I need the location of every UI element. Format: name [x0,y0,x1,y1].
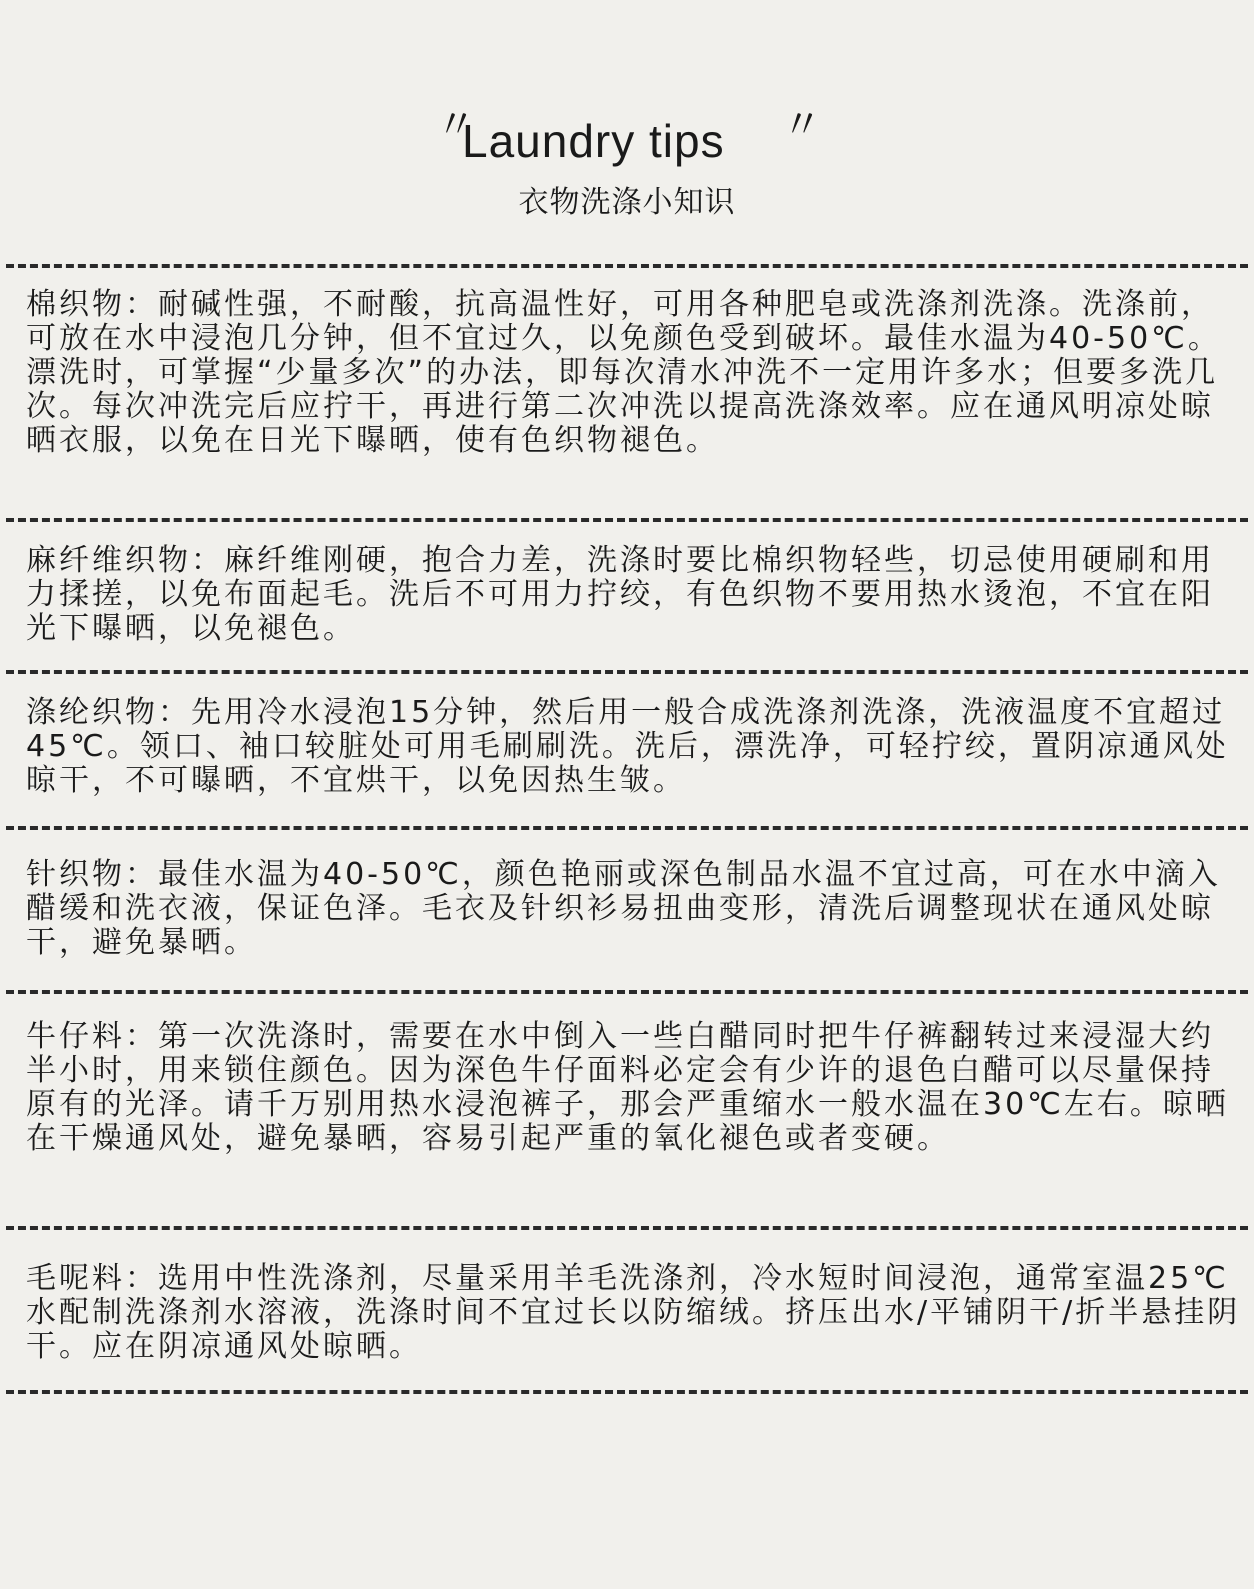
close-quote-mark: 〃 [782,102,822,148]
section-cotton: 棉织物：耐碱性强，不耐酸，抗高温性好，可用各种肥皂或洗涤剂洗涤。洗涤前，可放在水中浸泡几分钟，但不宜过久，以免颜色受到破坏。最佳水温为40-50℃。漂洗时，可掌握“少量多次”的办法，即每次清水冲洗不一定用许多水；但要多洗几次。每次冲洗完后应拧干，再进行第二次冲洗以提高洗涤效率。应在通风明凉处晾晒衣服，以免在日光下曝晒，使有色织物褪色。 [26,287,1221,458]
dashed-divider [6,990,1248,994]
section-wool: 毛呢料：选用中性洗涤剂，尽量采用羊毛洗涤剂，冷水短时间浸泡，通常室温25℃水配制洗涤剂水溶液，洗涤时间不宜过长以防缩绒。挤压出水/平铺阴干/折半悬挂阴干。应在阴凉通风处晾晒。 [26,1261,1241,1364]
page-subtitle: 衣物洗涤小知识 [518,185,736,220]
dashed-divider [6,826,1248,830]
section-linen: 麻纤维织物：麻纤维刚硬，抱合力差，洗涤时要比棉织物轻些，切忌使用硬刷和用力揉搓，以免布面起毛。洗后不可用力拧绞，有色织物不要用热水烫泡，不宜在阳光下曝晒，以免褪色。 [26,543,1214,646]
open-quote-mark: 〃 [436,102,476,148]
dashed-divider [6,1226,1248,1230]
header [0,102,1254,220]
dashed-divider [6,1390,1248,1394]
title-row [0,102,1254,167]
dashed-divider [6,518,1248,522]
dashed-divider [6,670,1248,674]
section-polyester: 涤纶织物：先用冷水浸泡15分钟，然后用一般合成洗涤剂洗涤，洗液温度不宜超过45℃。领口、袖口较脏处可用毛刷刷洗。洗后，漂洗净，可轻拧绞，置阴凉通风处晾干，不可曝晒，不宜烘干，以免因热生皱。 [26,695,1229,798]
section-denim: 牛仔料：第一次洗涤时，需要在水中倒入一些白醋同时把牛仔裤翻转过来浸湿大约半小时，用来锁住颜色。因为深色牛仔面料必定会有少许的退色白醋可以尽量保持原有的光泽。请千万别用热水浸泡裤子，那会严重缩水一般水温在30℃左右。晾晒在干燥通风处，避免暴晒，容易引起严重的氧化褪色或者变硬。 [26,1019,1229,1156]
dashed-divider [6,264,1248,268]
page-title: Laundry tips [462,115,725,167]
section-knitwear: 针织物：最佳水温为40-50℃，颜色艳丽或深色制品水温不宜过高，可在水中滴入醋缓和洗衣液，保证色泽。毛衣及针织衫易扭曲变形，清洗后调整现状在通风处晾干，避免暴晒。 [26,857,1221,960]
